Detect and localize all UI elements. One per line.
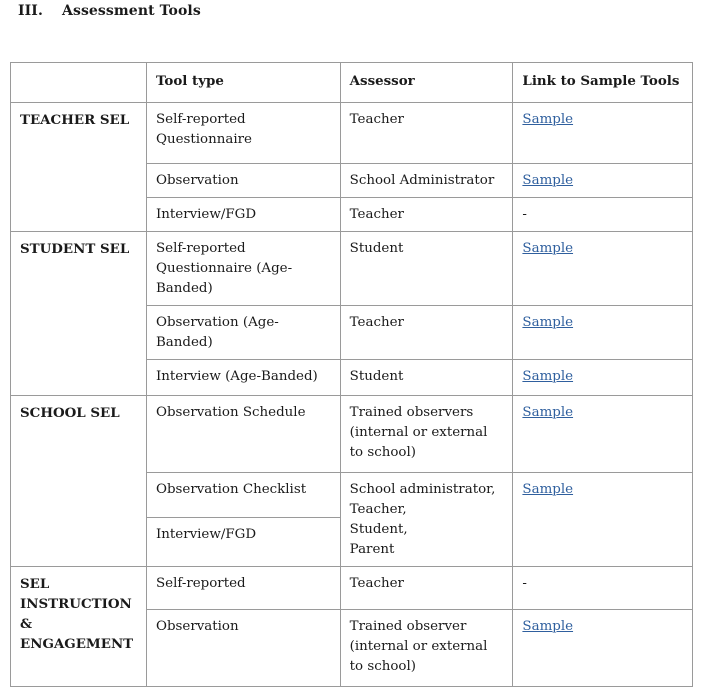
assessor-cell: Teacher [340,103,513,164]
sample-link[interactable]: Sample [522,241,574,256]
header-link: Link to Sample Tools [513,63,693,103]
assessor-cell [340,473,513,567]
link-cell-empty: - [513,198,693,232]
tool-type-cell: Observation [146,610,340,687]
sample-link[interactable]: Sample [522,112,574,127]
assessor-cell: Teacher [340,306,513,360]
assessor-line: School administrator, [349,482,496,497]
section-heading [18,3,201,19]
tool-type-cell: Self-reported Questionnaire (Age-Banded) [146,232,340,306]
group-teacher-sel: TEACHER SEL [11,103,147,232]
tool-type-cell: Interview (Age-Banded) [146,360,340,396]
table-row [11,103,693,164]
section-number: III. [18,3,43,19]
tool-type-cell: Self-reported Questionnaire [146,103,340,164]
header-assessor: Assessor [340,63,513,103]
table-row [11,232,693,306]
assessor-cell: Teacher [340,198,513,232]
link-cell [513,396,693,473]
sample-link[interactable]: Sample [522,619,574,634]
section-title: Assessment Tools [62,3,201,19]
header-tool-type: Tool type [146,63,340,103]
link-cell [513,232,693,306]
tool-type-cell: Interview/FGD [146,517,340,566]
tool-type-cell: Interview/FGD [146,198,340,232]
link-cell [513,360,693,396]
assessor-line: Parent [349,542,395,557]
header-empty [11,63,147,103]
group-student-sel: STUDENT SEL [11,232,147,396]
assessor-line: Teacher, [349,502,407,517]
assessor-cell: School Administrator [340,164,513,198]
sample-link[interactable]: Sample [522,482,574,497]
link-cell [513,473,693,567]
table-row [11,396,693,473]
sample-link[interactable]: Sample [522,405,574,420]
sample-link[interactable]: Sample [522,369,574,384]
assessor-cell: Trained observers (internal or external to school) [340,396,513,473]
group-sel-instruction-engagement: SEL INSTRUCTION & ENGAGEMENT [11,567,147,687]
sample-link[interactable]: Sample [522,315,574,330]
tool-type-cell: Self-reported [146,567,340,610]
link-cell [513,164,693,198]
link-cell [513,306,693,360]
link-cell-empty: - [513,567,693,610]
tool-type-cell: Observation Checklist [146,473,340,518]
assessor-cell: Teacher [340,567,513,610]
assessment-tools-table [10,62,693,687]
table-row [11,567,693,610]
header-row [11,63,693,103]
tool-type-cell: Observation Schedule [146,396,340,473]
group-school-sel: SCHOOL SEL [11,396,147,567]
link-cell [513,610,693,687]
assessor-line: Student, [349,522,408,537]
tool-type-cell: Observation (Age-Banded) [146,306,340,360]
assessor-cell: Student [340,232,513,306]
link-cell [513,103,693,164]
assessor-cell: Student [340,360,513,396]
assessor-cell: Trained observer (internal or external to school) [340,610,513,687]
sample-link[interactable]: Sample [522,173,574,188]
tool-type-cell: Observation [146,164,340,198]
